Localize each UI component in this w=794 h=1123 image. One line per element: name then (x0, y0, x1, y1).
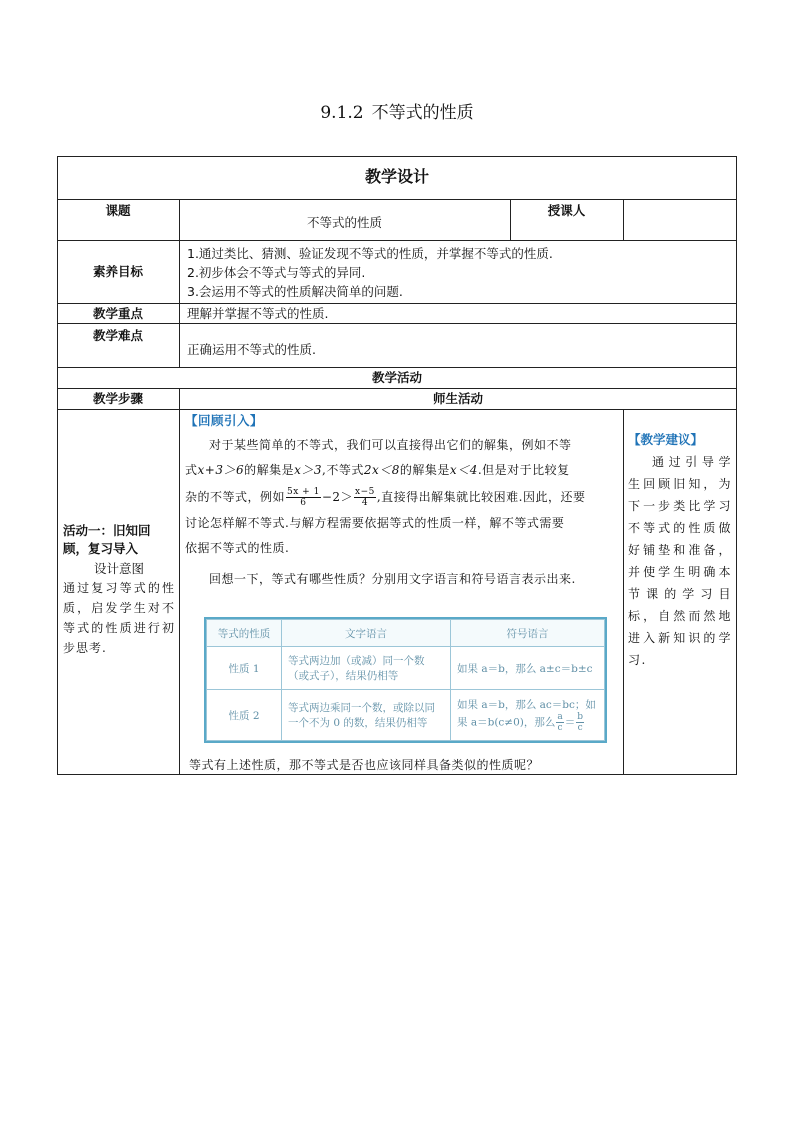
intent-label: 设计意图 (93, 561, 144, 576)
page-title (0, 98, 794, 123)
topic-label: 课题 (105, 203, 131, 218)
difficulty-value: 正确运用不等式的性质. (187, 342, 316, 357)
section-title: 不等式的性质 (371, 103, 474, 123)
goal-item: 2.初步体会不等式与等式的异同. (187, 265, 366, 280)
goal-item: 3.会运用不等式的性质解决简单的问题. (187, 284, 403, 299)
table-row: 性质 1 等式两边加（或减）同一个数（或式子），结果仍相等 如果 a＝b，那么 a±c＝b±c (207, 647, 605, 690)
activity1-column (63, 522, 175, 658)
goal-item: 1.通过类比、猜测、验证发现不等式的性质，并掌握不等式的性质. (187, 246, 553, 261)
table-header: 教学设计 (364, 167, 429, 186)
activities-header: 教学活动 (371, 370, 422, 385)
topic-value: 不等式的性质 (306, 215, 382, 230)
column-header: 等式的性质 (207, 620, 282, 647)
activity1-name-line2: 顾，复习导入 (63, 541, 139, 556)
column-header: 符号语言 (451, 620, 605, 647)
paragraph-line: 式x+3＞6的解集是x＞3,不等式2x＜8的解集是x＜4.但是对于比较复 (185, 463, 570, 477)
teacher-label: 授课人 (547, 203, 586, 218)
fraction: $\frac{x-5}{4}$ (355, 487, 375, 508)
paragraph-line: 对于某些简单的不等式，我们可以直接得出它们的解集，例如不等 (209, 438, 572, 452)
goals-label: 素养目标 (92, 264, 143, 279)
table-row: 性质 2 等式两边乘同一个数，或除以同一个不为 0 的数，结果仍相等 如果 a＝b，那么 ac＝bc；如 果 a＝b(c≠0)，那么 $\frac{a}{c}$ ＝ $\frac{b}{c}$ (207, 690, 605, 741)
closing-question: 等式有上述性质，那不等式是否也应该同样具备类似的性质呢？ (189, 758, 540, 772)
section-number: 9.1.2 (320, 103, 364, 123)
paragraph-line: 依据不等式的性质. (185, 541, 290, 555)
goals-list (187, 244, 727, 301)
lesson-plan-table (57, 156, 737, 775)
equation-properties-table (204, 617, 607, 743)
key-point-value: 理解并掌握不等式的性质. (187, 306, 329, 321)
steps-label: 教学步骤 (92, 391, 143, 406)
activity1-content (185, 412, 617, 592)
teacher-student-label: 师生活动 (432, 391, 483, 406)
difficulty-label: 教学难点 (92, 328, 143, 343)
teaching-suggestion (628, 431, 732, 671)
suggestion-text: 通过引导学生回顾旧知，为下一步类比学习不等式的性质做好铺垫和准备，并使学生明确本节课的学习目标，自然而然地进入新知识的学习. (628, 455, 732, 667)
activity1-name-line1: 活动一：旧知回 (63, 523, 151, 538)
paragraph-line: 讨论怎样解不等式.与解方程需要依据等式的性质一样，解不等式需要 (185, 516, 565, 530)
paragraph-line: 回想一下，等式有哪些性质？分别用文字语言和符号语言表示出来. (209, 572, 576, 586)
paragraph-line: 杂的不等式，例如 $\frac{5x + 1}{6}$ −2＞ $\frac{x-5}{4}$ ,直接得出解集就比较困难.因此，还要 (185, 487, 586, 508)
intent-text: 通过复习等式的性质，启发学生对不等式的性质进行初步思考. (63, 581, 175, 655)
column-header: 文字语言 (282, 620, 451, 647)
key-point-label: 教学重点 (92, 306, 143, 321)
suggestion-tag: 【教学建议】 (628, 432, 704, 447)
section-tag: 【回顾引入】 (185, 413, 264, 428)
fraction: $\frac{5x + 1}{6}$ (287, 487, 320, 508)
